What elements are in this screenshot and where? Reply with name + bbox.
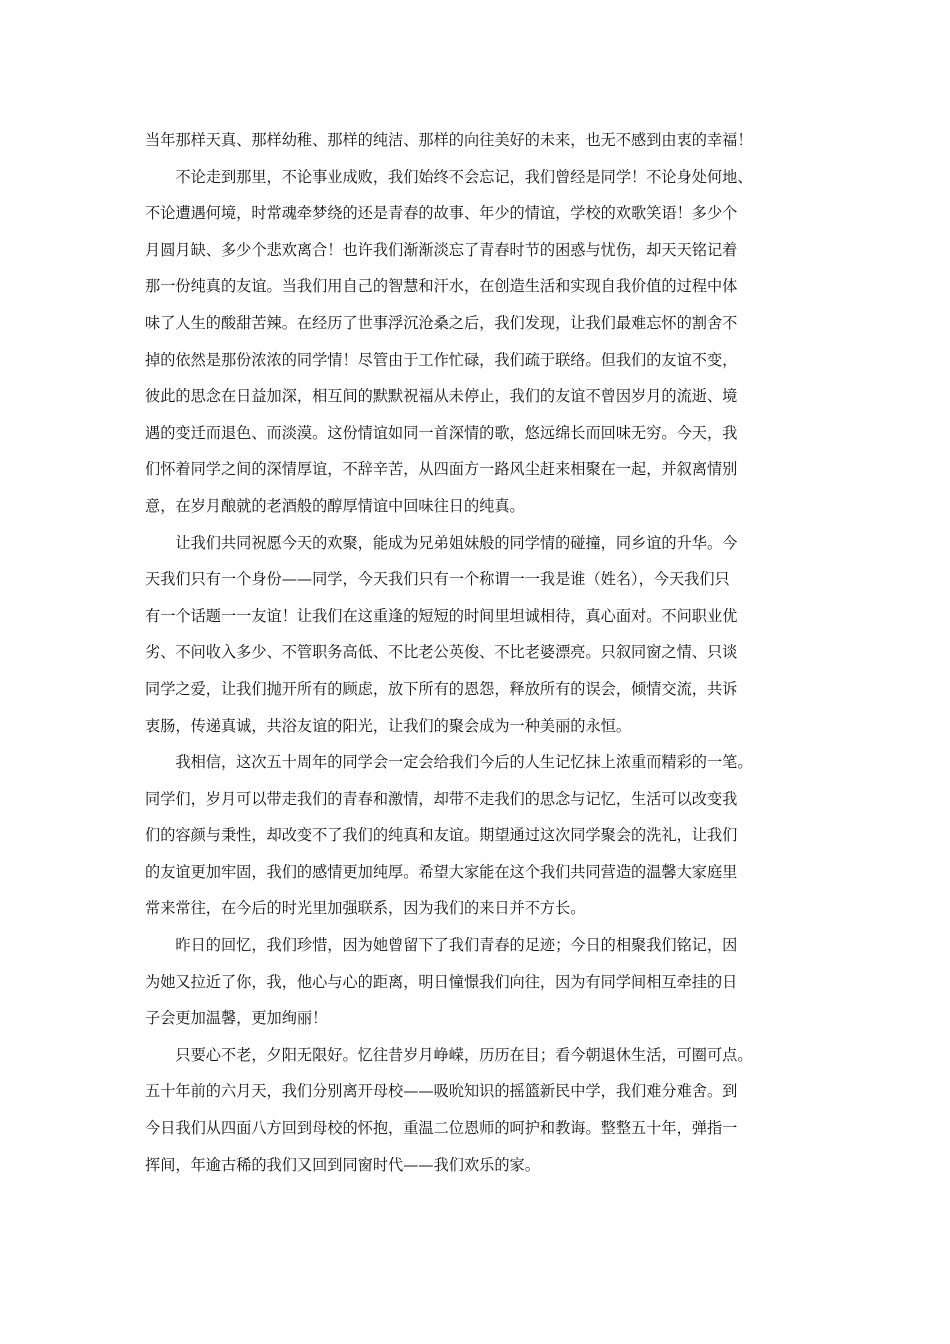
paragraph-3: 让我们共同祝愿今天的欢聚，能成为兄弟姐妹般的同学情的碰撞，同乡谊的升华。今 天我们只有一个身份——同学，今天我们只有一个称谓一一我是谁（姓名），今天我们只 有一个话题一一友谊！让我们在这重逢的短短的时间里坦诚相待，真心面对。不问职业优 劣、不问收入多少、不管职务高低、不比老公英俊、不比老婆漂亮。只叙同窗之情、只谈 同学之爱，让我们抛开所有的顾虑，放下所有的恩怨，释放所有的误会，倾情交流，共诉 衷肠，传递真诚，共浴友谊的阳光，让我们的聚会成为一种美丽的永恒。 bbox=[145, 533, 738, 735]
paragraph-2: 不论走到那里，不论事业成败，我们始终不会忘记，我们曾经是同学！不论身处何地、 不论遭遇何境，时常魂牵梦绕的还是青春的故事、年少的情谊，学校的欢歌笑语！多少个 月圆月缺、多少个悲欢离合！也许我们渐渐淡忘了青春时节的困惑与忧伤，却天天铭记着 那一份纯真的友谊。当我们用自己的智慧和汗水，在创造生活和实现自我价值的过程中体 味了人生的酸甜苦辣。在经历了世事浮沉沧桑之后，我们发现，让我们最难忘怀的割舍不 掉的依然是那份浓浓的同学情！尽管由于工作忙碌，我们疏于联络。但我们的友谊不变， 彼此的思念在日益加深，相互间的默默祝福从未停止，我们的友谊不曾因岁月的流逝、境 遇的变迁而退色、而淡漠。这份情谊如同一首深情的歌，悠远绵长而回味无穷。今天，我 们怀着同学之间的深情厚谊，不辞辛苦，从四面方一路风尘赶来相聚在一起，并叙离情别 意，在岁月酿就的老酒般的醇厚情谊中回味往日的纯真。 bbox=[145, 167, 753, 515]
document-body bbox=[145, 122, 810, 1183]
paragraph-6: 只要心不老，夕阳无限好。忆往昔岁月峥嵘，历历在目；看今朝退休生活，可圈可点。 五十年前的六月天，我们分别离开母校——吸吮知识的摇篮新民中学，我们难分难舍。到 今日我们从四面八方回到母校的怀抱，重温二位恩师的呵护和教诲。整整五十年，弹指一 挥间，年逾古稀的我们又回到同窗时代——我们欢乐的家。 bbox=[145, 1045, 753, 1174]
paragraph-4: 我相信，这次五十周年的同学会一定会给我们今后的人生记忆抹上浓重而精彩的一笔。 同学们，岁月可以带走我们的青春和激情，却带不走我们的思念与记忆，生活可以改变我 们的容颜与秉性，却改变不了我们的纯真和友谊。期望通过这次同学聚会的洗礼，让我们 的友谊更加牢固，我们的感情更加纯厚。希望大家能在这个我们共同营造的温馨大家庭里 常来常往，在今后的时光里加强联系，因为我们的来日并不方长。 bbox=[145, 753, 753, 918]
paragraph-1: 当年那样天真、那样幼稚、那样的纯洁、那样的向往美好的未来，也无不感到由衷的幸福！ bbox=[145, 131, 753, 149]
paragraph-5: 昨日的回忆，我们珍惜，因为她曾留下了我们青春的足迹；今日的相聚我们铭记，因 为她又拉近了你，我，他心与心的距离，明日憧憬我们向往，因为有同学间相互牵挂的日 子会更加温馨，更加绚丽！ bbox=[145, 936, 738, 1028]
